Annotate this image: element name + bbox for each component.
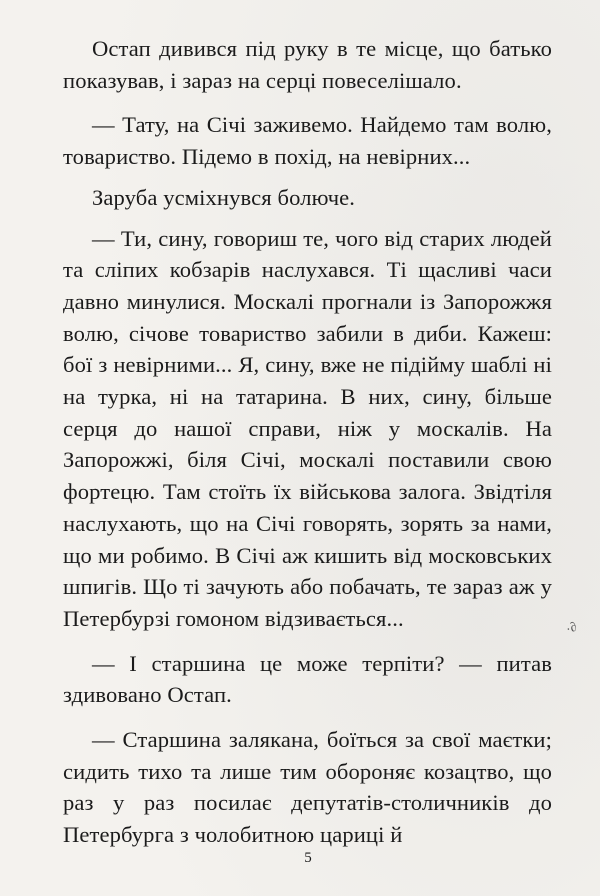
page-number: 5 <box>304 850 312 866</box>
ink-smudge-icon: ·∂ <box>563 618 580 637</box>
paragraph-3: Заруба усміхнувся болюче. <box>92 184 356 210</box>
paragraph-1: Остап дивився під руку в те місце, що батько показував, і зараз на серці повеселішало. <box>63 36 552 93</box>
paragraph-2: — Тату, на Січі заживемо. Найдемо там волю, товариство. Підемо в похід, на невірних... <box>63 112 552 170</box>
paragraph-4: — Ти, сину, говориш те, чого від старих людей та сліпих кобзарів наслухався. Ті щасливі часи давно минулися. Москалі прогнали із Запорожжя волю, січове товариство забили в диби. Кажеш: бої з невірними... Я, сину, вже не підійму шаблі ні на турка, ні на татарина. В них, сину, більше серця до нашої справи, ніж у москалів. На Запорожжі, біля Січі, москалі поставили свою фортецю. Там стоїть їх військова залога. Звідтіля наслухають, що на Січі говорять, зорять за нами, що ми робимо. В Січі аж кишить від московських шпигів. Що ті зачують або побачать, те зараз аж у Петербурзі гомоном відзивається... <box>63 225 552 631</box>
paragraph-5: — І старшина це може терпіти? — питав здивовано Остап. <box>63 650 552 708</box>
paragraph-6: — Старшина залякана, боїться за свої маєтки; сидить тихо та лише тим обороняє козацтво, що раз у раз посилає депутатів-столичників до Петербурга з чолобитною цариці й <box>63 727 552 848</box>
